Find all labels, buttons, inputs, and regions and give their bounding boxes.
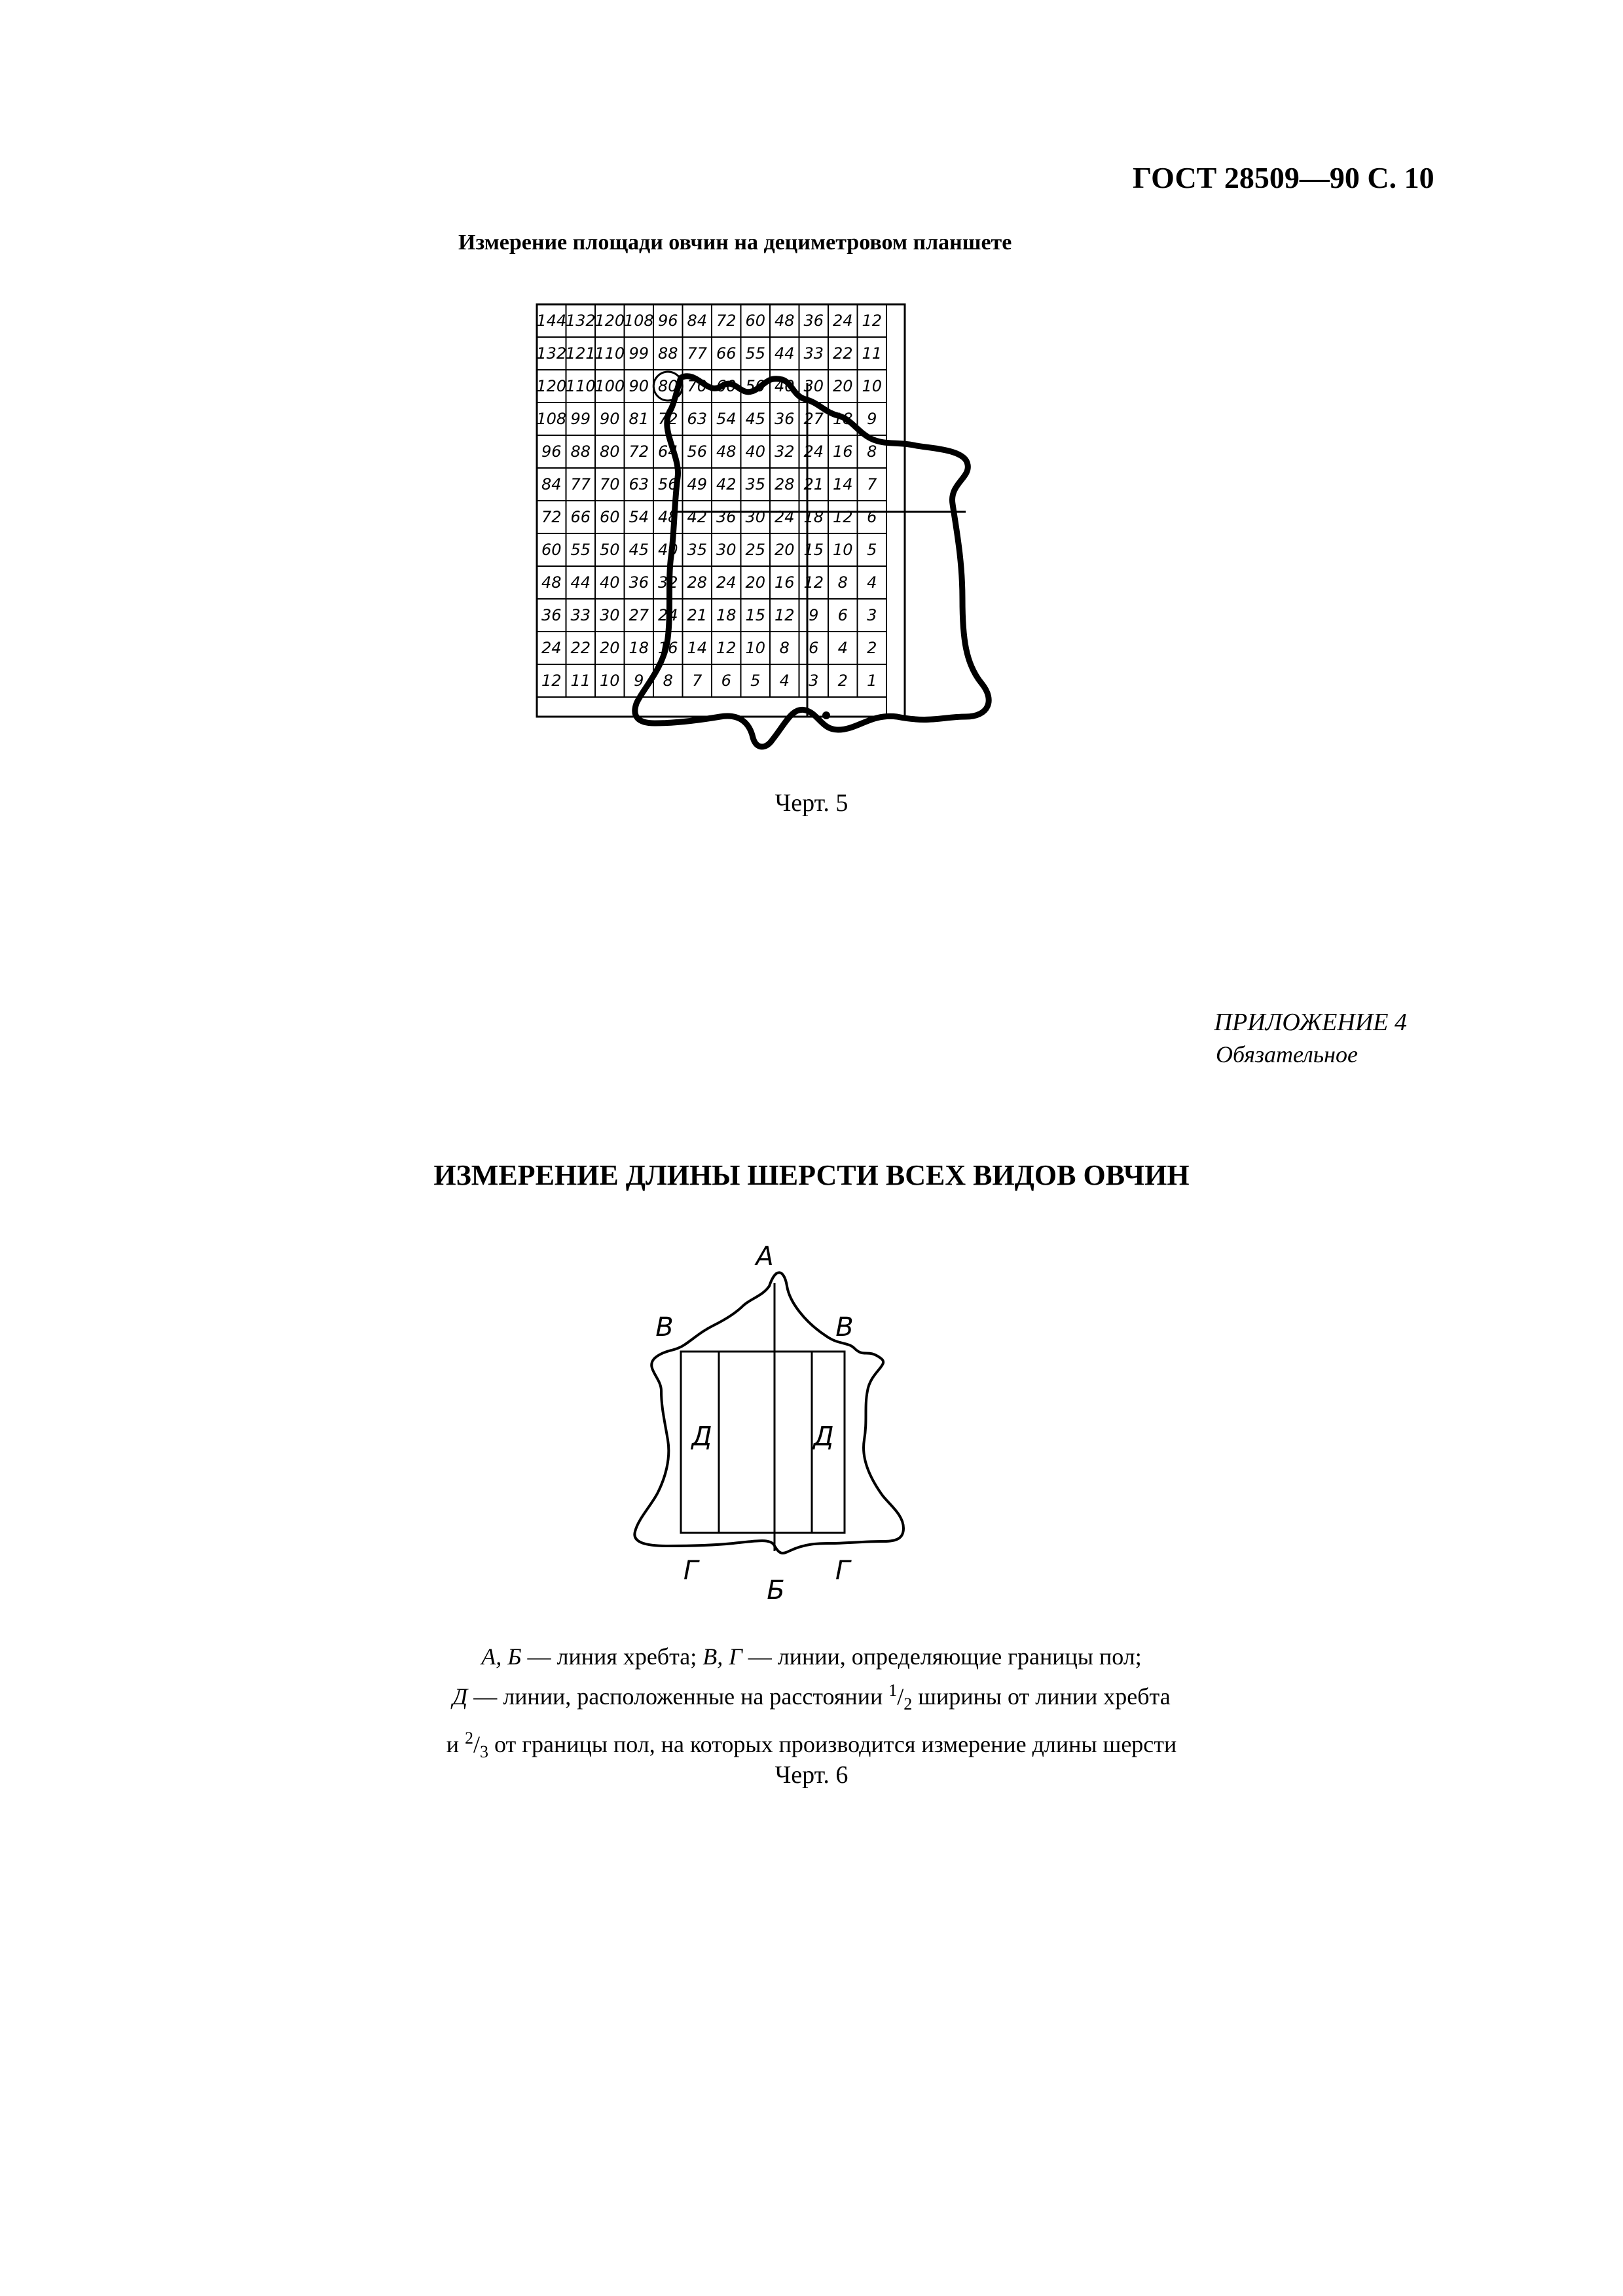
grid-cell-value: 30	[599, 606, 620, 624]
grid-cell-value: 6	[721, 672, 731, 690]
grid-cell-value: 33	[570, 606, 591, 624]
grid-cell-value: 30	[803, 377, 824, 395]
grid-cell-value: 16	[774, 573, 795, 592]
grid-cell-value: 36	[716, 508, 737, 526]
grid-cell-value: 56	[657, 475, 678, 493]
grid-cell-value: 44	[570, 573, 591, 592]
grid-cell-value: 5	[867, 541, 877, 559]
grid-cell-value: 12	[832, 508, 853, 526]
grid-cell-value: 70	[687, 377, 708, 395]
grid-cell-value: 27	[803, 410, 824, 428]
grid-cell-value: 56	[687, 442, 708, 461]
grid-cell-value: 2	[867, 639, 877, 657]
grid-cell-value: 80	[599, 442, 620, 461]
grid-cell-value: 96	[657, 312, 678, 330]
legend-text: — линии, расположенные на расстоянии	[467, 1683, 889, 1710]
spine-point	[822, 711, 830, 719]
grid-cell-value: 18	[832, 410, 853, 428]
grid-cell-value: 20	[774, 541, 795, 559]
grid-cell-value: 20	[599, 639, 620, 657]
appendix-label: ПРИЛОЖЕНИЕ 4	[1214, 1009, 1407, 1036]
grid-cell-value: 10	[599, 672, 620, 690]
figure5-title: Измерение площади овчин на дециметровом планшете	[458, 230, 1012, 255]
grid-cell-value: 18	[803, 508, 824, 526]
grid-cell-value: 72	[629, 442, 649, 461]
grid-cell-value: 44	[774, 344, 795, 363]
grid-cell-value: 45	[629, 541, 649, 559]
grid-cell-value: 21	[803, 475, 824, 493]
grid-cell-value: 10	[862, 377, 883, 395]
grid-cell-value: 18	[716, 606, 737, 624]
grid-cell-value: 72	[541, 508, 562, 526]
grid-cell-value: 32	[774, 442, 795, 461]
legend-line-2: Д — линии, расположенные на расстоянии $^1/_2$ ширины от линии хребта	[452, 1681, 1171, 1714]
grid-cell-value: 48	[541, 573, 562, 592]
grid-cell-value: 66	[716, 344, 737, 363]
grid-cell-value: 24	[803, 442, 824, 461]
grid-cell-value: 22	[570, 639, 591, 657]
grid-cell-value: 12	[774, 606, 795, 624]
label-b: Б	[767, 1575, 785, 1605]
page-header: ГОСТ 28509—90 С. 10	[1133, 161, 1434, 194]
grid-cell-value: 48	[716, 442, 737, 461]
legend-term-vg: В, Г	[702, 1643, 742, 1670]
grid-cell-value: 36	[774, 410, 795, 428]
grid-cell-value: 108	[623, 312, 654, 330]
planchette-grid	[536, 304, 905, 717]
grid-cell-value: 144	[536, 312, 567, 330]
grid-cell-value: 40	[599, 573, 620, 592]
grid-cell-value: 54	[629, 508, 649, 526]
grid-cell-value: 10	[745, 639, 766, 657]
grid-cell-value: 132	[536, 344, 567, 363]
grid-cell-value: 4	[837, 639, 848, 657]
grid-cell-value: 15	[803, 541, 824, 559]
fraction-denominator: 2	[903, 1695, 913, 1714]
grid-cell-value: 77	[687, 344, 708, 363]
grid-cell-value: 8	[663, 672, 673, 690]
grid-cell-value: 36	[629, 573, 649, 592]
grid-cell-value: 70	[599, 475, 620, 493]
grid-cell-value: 60	[745, 312, 766, 330]
grid-cell-value: 24	[657, 606, 678, 624]
grid-cell-value: 132	[565, 312, 596, 330]
grid-cell-value: 28	[774, 475, 795, 493]
grid-cell-value: 24	[774, 508, 795, 526]
grid-cell-value: 14	[687, 639, 708, 657]
grid-cell-value: 30	[716, 541, 737, 559]
grid-cell-value: 99	[629, 344, 649, 363]
grid-cell-value: 21	[687, 606, 708, 624]
grid-cell-value: 12	[862, 312, 883, 330]
legend-text: ширины от линии хребта	[912, 1683, 1171, 1710]
grid-cell-value: 4	[867, 573, 877, 592]
figure5-planchette	[530, 298, 1015, 759]
grid-cell-value: 32	[657, 573, 678, 592]
grid-cell-value: 6	[809, 639, 819, 657]
grid-cell-value: 42	[716, 475, 737, 493]
fraction-denominator: 3	[480, 1742, 488, 1762]
grid-cell-value: 77	[570, 475, 591, 493]
grid-cell-value: 84	[541, 475, 562, 493]
grid-cell-value: 55	[745, 344, 766, 363]
grid-cell-value: 88	[657, 344, 678, 363]
legend-text: и	[446, 1731, 465, 1758]
grid-cell-value: 49	[687, 475, 708, 493]
grid-cell-value: 40	[745, 442, 766, 461]
grid-cell-value: 120	[594, 312, 625, 330]
grid-cell-value: 7	[692, 672, 702, 690]
grid-cell-value: 40	[657, 541, 678, 559]
grid-cell-value: 6	[867, 508, 877, 526]
legend-line-1	[0, 1640, 1623, 1674]
grid-cell-value: 10	[832, 541, 853, 559]
grid-cell-value: 90	[629, 377, 649, 395]
grid-cell-value: 33	[803, 344, 824, 363]
grid-cell-value: 121	[565, 344, 596, 363]
label-d-left: Д	[691, 1422, 712, 1452]
label-g-right: Г	[835, 1556, 850, 1586]
grid-cell-value: 108	[536, 410, 567, 428]
grid-cell-value: 9	[809, 606, 819, 624]
grid-cell-value: 72	[716, 312, 737, 330]
grid-cell-value: 54	[716, 410, 737, 428]
grid-cell-value: 9	[867, 410, 877, 428]
grid-cell-value: 16	[657, 639, 678, 657]
grid-cell-value: 36	[541, 606, 562, 624]
fraction-numerator: 1	[888, 1681, 898, 1700]
figure6-caption: Черт. 6	[775, 1761, 848, 1789]
grid-cell-value: 42	[687, 508, 708, 526]
fraction-numerator: 2	[464, 1729, 473, 1748]
grid-cell-value: 16	[832, 442, 853, 461]
grid-cell-value: 25	[745, 541, 766, 559]
grid-cell-value: 18	[629, 639, 649, 657]
legend-text: — линии, определяющие границы пол;	[742, 1643, 1142, 1670]
grid-cell-value: 99	[570, 410, 591, 428]
grid-cell-value: 45	[745, 410, 766, 428]
grid-cell-value: 1	[867, 672, 877, 690]
grid-cell-value: 6	[837, 606, 848, 624]
grid-cell-value: 24	[832, 312, 853, 330]
label-v-right: В	[835, 1312, 854, 1342]
grid-cell-value: 27	[629, 606, 649, 624]
grid-cell-value: 12	[716, 639, 737, 657]
grid-cell-value: 3	[867, 606, 877, 624]
grid-cell-value: 9	[634, 672, 644, 690]
grid-cell-value: 36	[803, 312, 824, 330]
legend-term-d: Д	[452, 1683, 468, 1710]
grid-cell-value: 11	[570, 672, 591, 690]
grid-cell-value: 110	[565, 377, 596, 395]
grid-cell-value: 28	[687, 573, 708, 592]
grid-cell-value: 88	[570, 442, 591, 461]
grid-cell-value: 12	[803, 573, 824, 592]
grid-cell-value: 24	[541, 639, 562, 657]
grid-cell-value: 55	[570, 541, 591, 559]
grid-cell-value: 8	[779, 639, 790, 657]
grid-cell-value: 3	[809, 672, 819, 690]
appendix-status: Обязательное	[1216, 1041, 1358, 1067]
grid-cell-value: 72	[657, 410, 678, 428]
grid-cell-value: 50	[599, 541, 620, 559]
grid-cell-value: 64	[657, 442, 678, 461]
label-v-left: В	[655, 1312, 674, 1342]
grid-cell-value: 120	[536, 377, 567, 395]
grid-cell-value: 48	[657, 508, 678, 526]
legend-term-ab: А, Б	[481, 1643, 522, 1670]
grid-cell-value: 35	[745, 475, 766, 493]
grid-cell-value: 48	[774, 312, 795, 330]
grid-cell-value: 30	[745, 508, 766, 526]
grid-cell-value: 40	[774, 377, 795, 395]
grid-cell-value: 35	[687, 541, 708, 559]
grid-cell-value: 50	[745, 377, 766, 395]
grid-cell-value: 7	[867, 475, 877, 493]
grid-cell-value: 8	[867, 442, 877, 461]
figure5-caption: Черт. 5	[775, 789, 848, 817]
grid-cell-value: 81	[629, 410, 649, 428]
label-a: А	[756, 1242, 774, 1272]
grid-cell-value: 60	[541, 541, 562, 559]
grid-cell-value: 110	[594, 344, 625, 363]
grid-cell-value: 66	[570, 508, 591, 526]
grid-cell-value: 20	[832, 377, 853, 395]
grid-cell-value: 90	[599, 410, 620, 428]
grid-cell-value: 2	[837, 672, 848, 690]
legend-line-3: и $^2/_3$ от границы пол, на которых производится измерение длины шерсти	[446, 1729, 1177, 1762]
grid-cell-value: 24	[716, 573, 737, 592]
grid-cell-value: 14	[832, 475, 853, 493]
grid-cell-value: 20	[745, 573, 766, 592]
grid-cell-value: 63	[687, 410, 708, 428]
grid-cell-value: 100	[594, 377, 625, 395]
figure6-sheepskin	[622, 1230, 1041, 1617]
sheepskin-outline	[634, 1272, 903, 1553]
figure6-legend	[0, 1640, 1623, 1769]
sheepskin-outline	[635, 376, 989, 747]
grid-cell-value: 11	[862, 344, 883, 363]
section-title: ИЗМЕРЕНИЕ ДЛИНЫ ШЕРСТИ ВСЕХ ВИДОВ ОВЧИН	[433, 1159, 1190, 1191]
grid-cell-value: 63	[629, 475, 649, 493]
legend-text: от границы пол, на которых производится измерение длины шерсти	[488, 1731, 1177, 1758]
grid-cell-value: 15	[745, 606, 766, 624]
grid-cell-value: 96	[541, 442, 562, 461]
grid-cell-value: 8	[837, 573, 848, 592]
grid-cell-value: 60	[599, 508, 620, 526]
grid-cell-value: 22	[832, 344, 853, 363]
grid-cell-value: 80	[657, 377, 678, 395]
label-d-right: Д	[813, 1422, 834, 1452]
legend-text: — линия хребта;	[521, 1643, 703, 1670]
grid-cell-value: 5	[750, 672, 761, 690]
grid-cell-value: 60	[716, 377, 737, 395]
label-g-left: Г	[683, 1556, 699, 1586]
grid-cell-value: 4	[779, 672, 790, 690]
grid-cell-value: 12	[541, 672, 562, 690]
grid-cell-value: 84	[687, 312, 708, 330]
